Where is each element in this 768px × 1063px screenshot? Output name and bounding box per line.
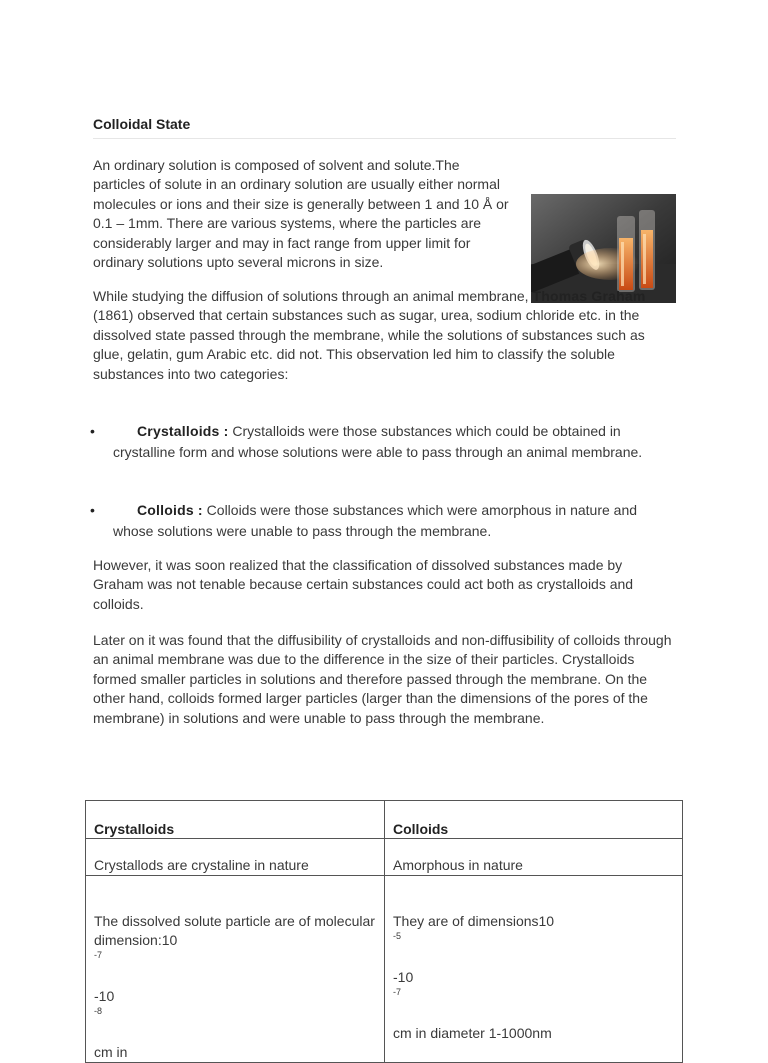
bullet-term: Colloids : [137, 502, 203, 518]
bullet-dot: • [90, 502, 95, 518]
table-row [86, 839, 683, 876]
diffusibility-paragraph: Later on it was found that the diffusibility of crystalloids and non-diffusibility of colloids through an animal membrane was due to the difference in the size of their particles. Crystalloids formed smaller particles in solutions and therefore passed through the membrane. On the other hand, colloids formed larger particles (larger than the dimensions of the pores of the membrane) in solutions and were unable to pass through the membrane. [93, 632, 672, 726]
table-header-row [86, 801, 683, 839]
intro-paragraph [93, 156, 676, 272]
bullet-dot: • [90, 423, 95, 439]
page-title: Colloidal State [93, 116, 191, 132]
table-row [86, 876, 683, 1063]
table-cell: Crystallods are crystaline in nature [86, 839, 385, 876]
table-header-cell: Crystalloids [86, 801, 385, 839]
table-cell: They are of dimensions10 $^{-5}$ -10 $^{-7}$ cm in diameter 1-1000nm [385, 876, 683, 1063]
bullet-text: Colloids were those substances which were amorphous in nature and whose solutions were unable to pass through the membrane. [113, 502, 638, 539]
table-cell: Amorphous in nature [385, 839, 683, 876]
graham-name: Thomas Graham [532, 288, 646, 304]
bullet-term: Crystalloids : [137, 423, 229, 439]
graham-text-before: While studying the diffusion of solutions through an animal membrane, [93, 288, 533, 304]
graham-paragraph [93, 287, 676, 384]
intro-text: An ordinary solution is composed of solvent and solute.The particles of solute in an ordinary solution are usually either normal molecules or ions and their size is generally between 1 and 10 Å or 0.1 – 1mm. There are various systems, where the particles are considerably larger and may in fact range from upper limit for ordinary solutions upto several microns in size. [93, 157, 509, 271]
table-cell: The dissolved solute particle are of molecular dimension:10 $^{-7}$ -10 $^{-8}$ cm in [86, 876, 385, 1063]
bullet-text: Crystalloids were those substances which could be obtained in crystalline form and whose solutions were able to pass through an animal membrane. [113, 423, 643, 460]
title-divider [93, 138, 676, 139]
graham-text-after: (1861) observed that certain substances such as sugar, urea, sodium chloride etc. in the dissolved state passed through the membrane, while the solutions of substances such as glue, gelatin, gum Arabic etc. did not. This observation led him to classify the soluble substances into two categories: [93, 307, 645, 382]
table-header-cell: Colloids [385, 801, 683, 839]
realization-paragraph: However, it was soon realized that the classification of dissolved substances made by Graham was not tenable because certain substances could act both as crystalloids and colloids. [93, 557, 634, 612]
